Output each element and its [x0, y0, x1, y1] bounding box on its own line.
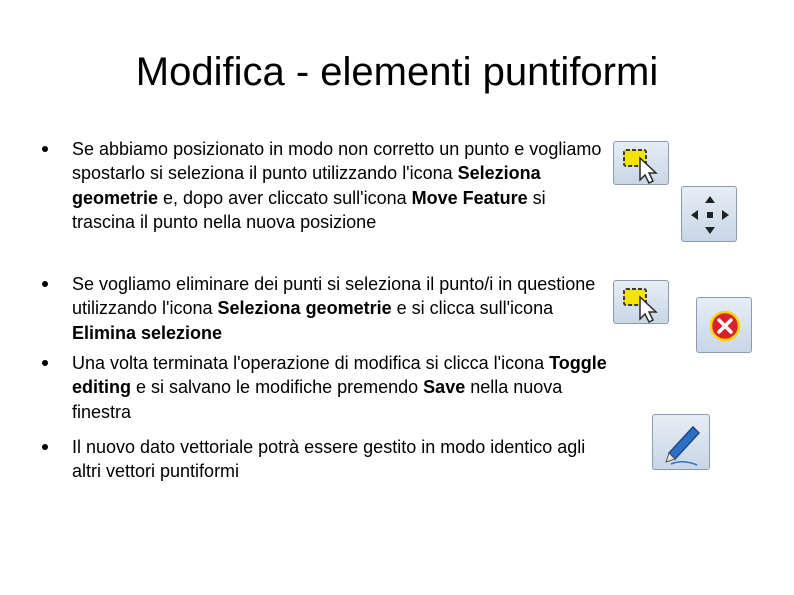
slide-title: Modifica - elementi puntiformi — [135, 50, 659, 94]
text-span: si trascina il punto nella nuova posizione — [72, 187, 546, 232]
toggle-editing-icon-graphic — [653, 415, 711, 471]
bold-term: Elimina selezione — [72, 322, 223, 343]
text-span: e si clicca sull'icona — [391, 298, 554, 319]
text-span: Se vogliamo eliminare dei punti si seleziona il punto/i in questione utilizzando l'icona — [72, 274, 596, 319]
select-geometry-icon-graphic — [614, 281, 670, 325]
bullet-text — [72, 435, 612, 484]
text-span: e si salvano le modifiche premendo — [131, 377, 424, 398]
text-span: Se abbiamo posizionato in modo non corretto un punto e vogliamo spostarlo si seleziona il punto utilizzando l'icona — [72, 139, 602, 184]
move-feature-icon-graphic — [682, 187, 738, 243]
bold-term: Save — [423, 377, 466, 398]
delete-selection-icon — [696, 297, 752, 353]
text-span: e, dopo aver cliccato sull'icona — [158, 187, 412, 208]
bullet-text — [72, 272, 612, 345]
bullet-text — [72, 137, 612, 234]
select-geometry-icon — [613, 280, 669, 324]
bold-term: Move Feature — [411, 187, 528, 208]
select-geometry-icon-graphic — [614, 142, 670, 186]
bold-term: Toggle editing — [72, 353, 607, 398]
move-feature-icon — [681, 186, 737, 242]
bullet-dot — [42, 281, 48, 287]
bullet-dot — [42, 360, 48, 366]
bullet-dot — [42, 444, 48, 450]
toggle-editing-icon — [652, 414, 710, 470]
bold-term: Seleziona geometrie — [72, 163, 541, 208]
text-span: Il nuovo dato vettoriale potrà essere gestito in modo identico agli altri vettori puntiformi — [72, 437, 586, 482]
text-span: nella nuova finestra — [72, 377, 563, 422]
select-geometry-icon — [613, 141, 669, 185]
text-span: Una volta terminata l'operazione di modifica si clicca l'icona — [72, 353, 550, 373]
bold-term: Seleziona geometrie — [217, 298, 392, 319]
delete-selection-icon-graphic — [697, 298, 753, 354]
bullet-dot — [42, 146, 48, 152]
bullet-text — [72, 351, 612, 424]
